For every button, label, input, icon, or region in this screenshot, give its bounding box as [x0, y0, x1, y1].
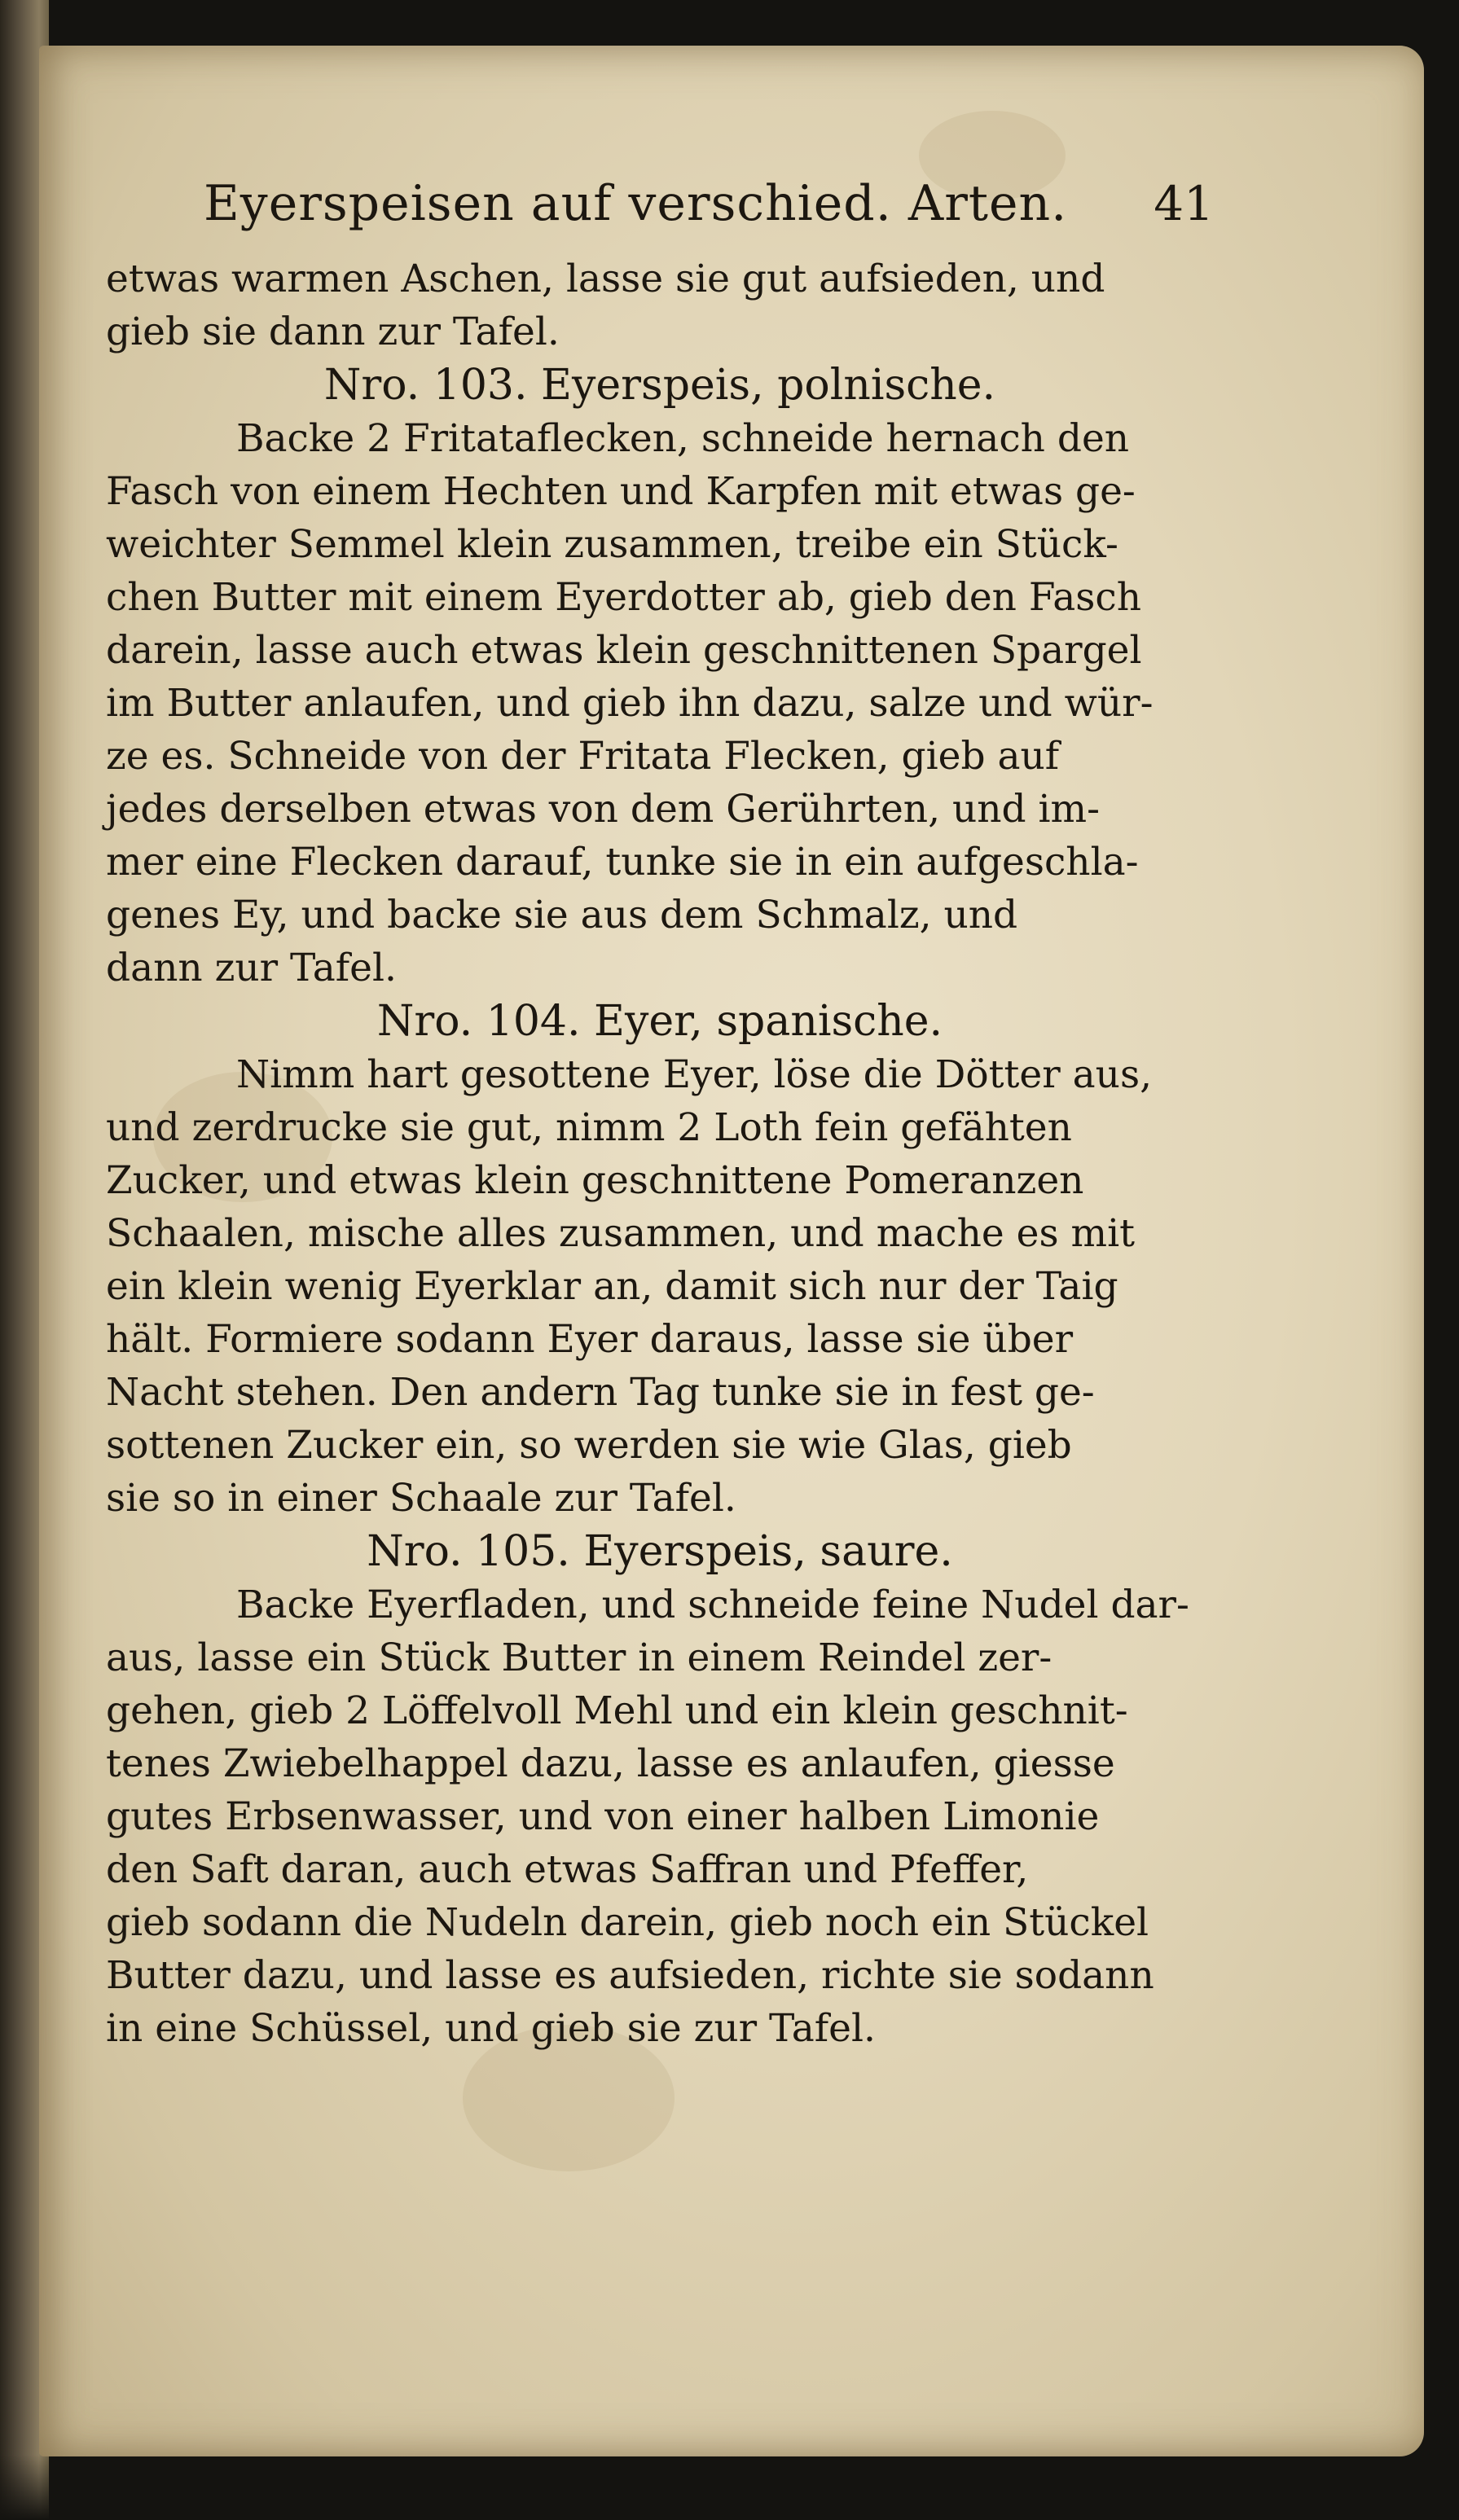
page-number: 41 — [1154, 176, 1214, 231]
text-line: weichter Semmel klein zusammen, treibe ein Stück- — [106, 522, 1118, 567]
text-line: chen Butter mit einem Eyerdotter ab, gieb den Fasch — [106, 575, 1142, 620]
text-line: genes Ey, und backe sie aus dem Schmalz, und — [106, 893, 1018, 937]
recipe-heading: Nro. 105. Eyerspeis, saure. — [367, 1527, 953, 1576]
text-line: in eine Schüssel, und gieb sie zur Tafel. — [106, 2006, 876, 2051]
text-line: sottenen Zucker ein, so werden sie wie Glas, gieb — [106, 1423, 1072, 1468]
text-line: im Butter anlaufen, und gieb ihn dazu, salze und wür- — [106, 681, 1154, 726]
text-line: Fasch von einem Hechten und Karpfen mit etwas ge- — [106, 469, 1136, 514]
text-line: jedes derselben etwas von dem Gerührten, und im- — [106, 787, 1101, 832]
text-line: Butter dazu, und lasse es aufsieden, richte sie sodann — [106, 1953, 1154, 1998]
recipe-heading: Nro. 104. Eyer, spanische. — [376, 997, 943, 1046]
text-line: etwas warmen Aschen, lasse sie gut aufsieden, und — [106, 257, 1105, 301]
page-content — [106, 155, 1214, 2055]
text-line: und zerdrucke sie gut, nimm 2 Loth fein gefähten — [106, 1105, 1072, 1150]
scan-bottom-shadow — [0, 2455, 1459, 2520]
text-line: hält. Formiere sodann Eyer daraus, lasse sie über — [106, 1317, 1074, 1362]
text-line: ze es. Schneide von der Fritata Flecken, gieb auf — [106, 734, 1060, 779]
text-line: Backe Eyerfladen, und schneide feine Nudel dar- — [236, 1583, 1189, 1627]
text-line: tenes Zwiebelhappel dazu, lasse es anlaufen, giesse — [106, 1741, 1115, 1786]
text-line: gutes Erbsenwasser, und von einer halben Limonie — [106, 1794, 1100, 1839]
text-line: darein, lasse auch etwas klein geschnittenen Spargel — [106, 628, 1142, 673]
text-line: dann zur Tafel. — [106, 946, 397, 990]
text-line: gieb sie dann zur Tafel. — [106, 310, 560, 354]
text-line: gehen, gieb 2 Löffelvoll Mehl und ein klein geschnit- — [106, 1688, 1128, 1733]
text-line: Nimm hart gesottene Eyer, löse die Dötter aus, — [236, 1052, 1153, 1097]
text-line: Nacht stehen. Den andern Tag tunke sie in fest ge- — [106, 1370, 1095, 1415]
text-line: mer eine Flecken darauf, tunke sie in ein aufgeschla- — [106, 840, 1139, 885]
text-line: aus, lasse ein Stück Butter in einem Reindel zer- — [106, 1635, 1053, 1680]
recipe-heading: Nro. 103. Eyerspeis, polnische. — [323, 361, 996, 410]
text-line: Zucker, und etwas klein geschnittene Pomeranzen — [106, 1158, 1084, 1203]
text-line: Backe 2 Fritataflecken, schneide hernach den — [236, 416, 1130, 461]
text-line: sie so in einer Schaale zur Tafel. — [106, 1476, 736, 1521]
running-title: Eyerspeisen auf verschied. Arten. — [204, 175, 1068, 232]
text-line: gieb sodann die Nudeln darein, gieb noch ein Stückel — [106, 1900, 1149, 1945]
running-header — [204, 155, 1214, 252]
text-line: Schaalen, mische alles zusammen, und mache es mit — [106, 1211, 1135, 1256]
text-line: ein klein wenig Eyerklar an, damit sich nur der Taig — [106, 1264, 1118, 1309]
text-line: den Saft daran, auch etwas Saffran und Pfeffer, — [106, 1847, 1029, 1892]
